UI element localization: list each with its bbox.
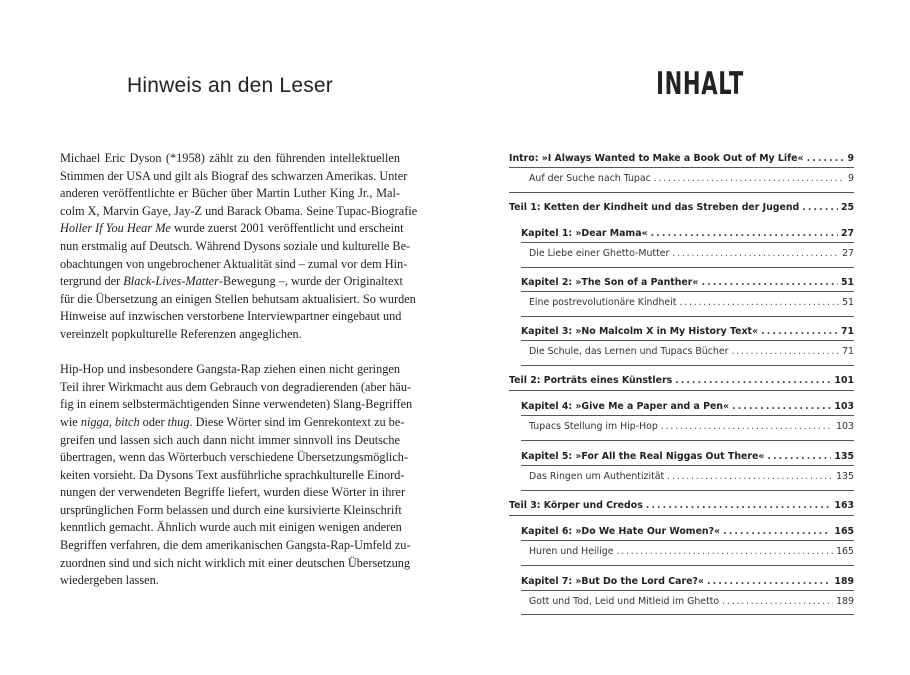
- toc-leader-dots: [701, 277, 838, 288]
- toc-leader-dots: [802, 202, 838, 213]
- toc-entry-title: Kapitel 4: »Give Me a Paper and a Pen«: [521, 401, 730, 412]
- toc-leader-dots: [651, 228, 838, 239]
- toc-leader-dots: [672, 248, 839, 259]
- toc-divider: [521, 365, 854, 366]
- toc-entry-title: Auf der Suche nach Tupac: [529, 173, 651, 184]
- toc-entry-page: 189: [836, 596, 854, 607]
- toc-entry-page: 135: [836, 471, 854, 482]
- toc-entry-page: 135: [834, 451, 854, 462]
- text-line: wie nigga, bitch oder thug. Diese Wörter sind im Genrekontext zu be-: [60, 414, 405, 429]
- toc-divider: [521, 316, 854, 317]
- text-line: nun erstmalig auf Deutsch. Während Dysons soziale und kulturelle Be-: [60, 238, 411, 253]
- toc-leader-dots: [646, 500, 832, 511]
- toc-divider: [509, 515, 854, 516]
- toc-entry-title: Huren und Heilige: [529, 546, 614, 557]
- toc-divider: [521, 465, 854, 466]
- toc-leader-dots: [661, 421, 833, 432]
- text-line: vereinzelt popkulturelle Referenzen angeglichen.: [60, 326, 302, 341]
- toc-leader-dots: [617, 546, 834, 557]
- toc-entry: [521, 451, 854, 465]
- toc-entry: [529, 248, 854, 262]
- toc-leader-dots: [654, 173, 845, 184]
- toc-divider: [509, 167, 854, 168]
- paragraph-2: [60, 361, 413, 590]
- text-line: kenntlich gemacht. Ähnlich wurde auch mit einigen wenigen anderen: [60, 520, 402, 535]
- right-page: [455, 0, 910, 675]
- toc-entry: [521, 228, 854, 242]
- toc-divider: [521, 415, 854, 416]
- toc-divider: [521, 340, 854, 341]
- toc-divider: [509, 390, 854, 391]
- text-line: Hinweise auf inzwischen verstorbene Interviewpartner eingebaut und: [60, 309, 402, 324]
- toc-entry-page: 51: [840, 277, 854, 288]
- toc-entry: [529, 421, 854, 435]
- paragraph-1: [60, 150, 418, 344]
- toc-entry-page: 165: [834, 526, 854, 537]
- text-line: Holler If You Hear Me wurde zuerst 2001 veröffentlicht und erscheint: [60, 221, 404, 236]
- toc-entry-title: Die Liebe einer Ghetto-Mutter: [529, 248, 670, 259]
- text-line: übertragen, wenn das Wörterbuch verschiedene Übersetzungsmöglich-: [60, 450, 409, 465]
- toc-divider: [521, 565, 854, 566]
- text-line: zuordnen sind und sich nicht wirklich mit einer deutschen Übersetzung: [60, 555, 411, 570]
- toc-entry-page: 103: [834, 401, 854, 412]
- toc-divider: [509, 192, 854, 193]
- toc-entry-title: Teil 2: Porträts eines Künstlers: [509, 375, 673, 386]
- toc-leader-dots: [767, 451, 831, 462]
- toc-leader-dots: [675, 375, 831, 386]
- toc-divider: [521, 291, 854, 292]
- toc-divider: [521, 614, 854, 615]
- toc-entry: [529, 173, 854, 187]
- toc-entry-title: Kapitel 1: »Dear Mama«: [521, 228, 648, 239]
- toc-entry: [529, 297, 854, 311]
- toc-entry: [521, 526, 854, 540]
- toc-entry: [529, 546, 854, 560]
- toc-entry-title: Das Ringen um Authentizität: [529, 471, 665, 482]
- text-line: anderen veröffentlichte er Bücher über Martin Luther King Jr., Mal-: [60, 186, 400, 201]
- text-line: keiten vorsieht. Da Dysons Text ausführliche sprachkulturelle Einord-: [60, 467, 405, 482]
- toc-leader-dots: [731, 346, 839, 357]
- toc-entry-page: 71: [840, 326, 854, 337]
- toc-entry: [521, 576, 854, 590]
- text-line: fig in einem selbstermächtigenden Sinne verwendeten) Slang-Begriffen: [60, 397, 413, 412]
- toc-leader-dots: [679, 297, 839, 308]
- text-line: Stimmen der USA und gilt als Biograf des schwarzen Amerikas. Unter: [60, 168, 408, 183]
- toc-entry-page: 189: [834, 576, 854, 587]
- toc-entry-page: 51: [842, 297, 854, 308]
- text-line: für die Übersetzung an einigen Stellen behutsam aktualisiert. So wurden: [60, 291, 416, 306]
- toc-leader-dots: [807, 153, 845, 164]
- toc-entry: [521, 277, 854, 291]
- toc-leader-dots: [667, 471, 833, 482]
- text-line: Teil ihrer Wirkmacht aus dem Gebrauch von degradierenden (aber häu-: [60, 379, 412, 394]
- toc-divider: [521, 440, 854, 441]
- left-page-body: [60, 150, 418, 590]
- toc-entry-title: Tupacs Stellung im Hip-Hop: [529, 421, 658, 432]
- toc-entry-page: 71: [842, 346, 854, 357]
- text-line: Hip-Hop und insbesondere Gangsta-Rap ziehen einen nicht geringen: [60, 362, 400, 377]
- toc-entry: [509, 153, 854, 167]
- text-line: Michael Eric Dyson (*1958) zählt zu den führenden intellektuellen: [60, 151, 400, 165]
- text-line: wiedergeben lassen.: [60, 573, 159, 588]
- toc-divider: [521, 490, 854, 491]
- toc-entry-title: Teil 3: Körper und Credos: [509, 500, 643, 511]
- text-line: ursprünglichen Form belassen und durch eine kursivierte Kleinschrift: [60, 502, 402, 517]
- toc-entry-title: Kapitel 6: »Do We Hate Our Women?«: [521, 526, 721, 537]
- toc-entry-title: Kapitel 2: »The Son of a Panther«: [521, 277, 699, 288]
- toc-entry-page: 9: [848, 173, 854, 184]
- toc-entry-title: Eine postrevolutionäre Kindheit: [529, 297, 677, 308]
- text-line: tergrund der Black-Lives-Matter-Bewegung –, wurde der Originaltext: [60, 274, 403, 289]
- toc-entry-title: Kapitel 7: »But Do the Lord Care?«: [521, 576, 704, 587]
- toc-divider: [521, 242, 854, 243]
- toc-entry-page: 103: [836, 421, 854, 432]
- toc-entry-title: Gott und Tod, Leid und Mitleid im Ghetto: [529, 596, 720, 607]
- toc-entry: [509, 375, 854, 389]
- toc-divider: [521, 540, 854, 541]
- toc-entry-title: Teil 1: Ketten der Kindheit und das Streben der Jugend: [509, 202, 800, 213]
- text-line: greifen und lassen sich auch dann nicht immer sinnvoll ins Deutsche: [60, 432, 400, 447]
- toc-entry-title: Die Schule, das Lernen und Tupacs Bücher: [529, 346, 729, 357]
- text-line: colm X, Marvin Gaye, Jay-Z und Barack Obama. Seine Tupac-Biografie: [60, 203, 418, 218]
- toc-entry-page: 25: [840, 202, 854, 213]
- toc-leader-dots: [732, 401, 831, 412]
- toc-entry-title: Kapitel 5: »For All the Real Niggas Out There«: [521, 451, 765, 462]
- toc-entry-page: 101: [834, 375, 854, 386]
- text-line: nungen der verwendeten Begriffe liefert, wurden diese Wörter in ihrer: [60, 485, 406, 500]
- text-line: obachtungen von ungebrochener Aktualität sind – zumal vor dem Hin-: [60, 256, 408, 271]
- toc-leader-dots: [722, 596, 833, 607]
- toc-entry: [509, 500, 854, 514]
- toc-divider: [521, 267, 854, 268]
- toc-divider: [521, 590, 854, 591]
- text-line: Begriffen verfahren, die dem amerikanischen Gangsta-Rap-Umfeld zu-: [60, 538, 411, 553]
- toc-entry: [529, 596, 854, 610]
- toc-entry: [521, 326, 854, 340]
- toc-entry: [521, 401, 854, 415]
- toc-entry-page: 9: [847, 153, 854, 164]
- left-page-title: Hinweis an den Leser: [127, 74, 333, 97]
- toc-entry-page: 27: [842, 248, 854, 259]
- toc-entry-title: Intro: »I Always Wanted to Make a Book Out of My Life«: [509, 153, 804, 164]
- toc-entry-page: 165: [836, 546, 854, 557]
- toc-entry: [529, 471, 854, 485]
- toc-entry: [509, 202, 854, 216]
- toc-entry-page: 27: [840, 228, 854, 239]
- toc-entry-page: 163: [834, 500, 854, 511]
- toc-leader-dots: [707, 576, 831, 587]
- toc-entry-title: Kapitel 3: »No Malcolm X in My History Text«: [521, 326, 759, 337]
- toc-leader-dots: [761, 326, 838, 337]
- toc-leader-dots: [723, 526, 831, 537]
- toc-entry: [529, 346, 854, 360]
- toc-title: INHALT: [656, 66, 744, 102]
